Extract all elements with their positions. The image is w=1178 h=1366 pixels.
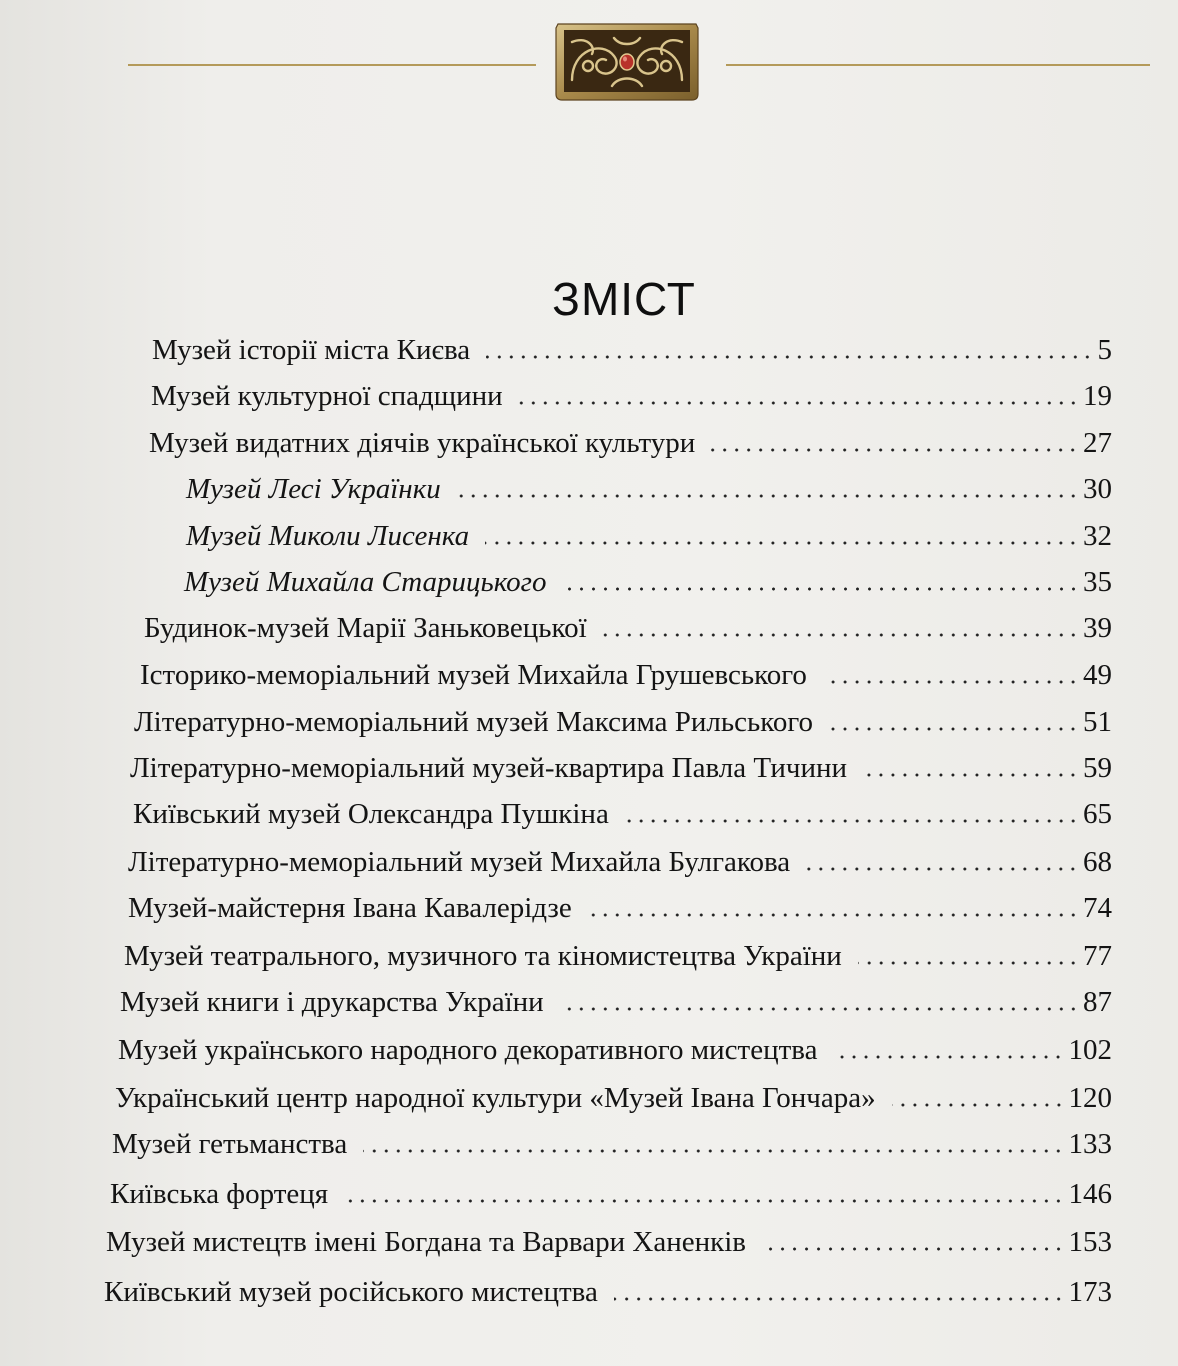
toc-leader-dots <box>588 913 1079 917</box>
toc-entry-page: 59 <box>1083 752 1112 784</box>
toc-subentry <box>186 518 1112 554</box>
toc-leader-dots <box>485 541 1079 545</box>
toc-leader-dots <box>863 773 1079 777</box>
toc-leader-dots <box>519 401 1079 405</box>
toc-entry-title: Київський музей російського мистецтва <box>104 1276 598 1308</box>
toc-entry-page: 173 <box>1068 1276 1112 1308</box>
toc-entry <box>104 1274 1112 1310</box>
toc-entry <box>130 750 1112 786</box>
toc-leader-dots <box>625 819 1079 823</box>
toc-entry-page: 68 <box>1083 846 1112 878</box>
toc-entry-title: Музей українського народного декоративного мистецтва <box>118 1034 818 1066</box>
toc-entry <box>149 425 1112 461</box>
toc-entry <box>140 657 1112 693</box>
toc-entry-title: Будинок-музей Марії Заньковецької <box>144 612 587 644</box>
toc-entry-title: Український центр народної культури «Музей Івана Гончара» <box>115 1082 876 1114</box>
toc-entry-title: Музей мистецтв імені Богдана та Варвари Ханенків <box>106 1226 746 1258</box>
toc-entry-title: Музей видатних діячів української культури <box>149 427 696 459</box>
toc-entry <box>124 938 1112 974</box>
toc-entry-page: 51 <box>1083 706 1112 738</box>
toc-leader-dots <box>823 680 1079 684</box>
toc-entry-page: 87 <box>1083 986 1112 1018</box>
toc-leader-dots <box>762 1247 1065 1251</box>
toc-entry-title: Літературно-меморіальний музей Максима Рильського <box>134 706 813 738</box>
toc-subentry <box>184 564 1112 600</box>
toc-entry <box>106 1224 1112 1260</box>
toc-entry-page: 49 <box>1083 659 1112 691</box>
toc-entry-page: 35 <box>1083 566 1112 598</box>
toc-entry <box>112 1126 1112 1162</box>
toc-leader-dots <box>563 587 1080 591</box>
toc-leader-dots <box>892 1103 1065 1107</box>
toc-entry-page: 39 <box>1083 612 1112 644</box>
toc-entry <box>144 610 1112 646</box>
toc-leader-dots <box>486 355 1093 359</box>
toc-entry <box>128 890 1112 926</box>
toc-entry-page: 120 <box>1068 1082 1112 1114</box>
toc-leader-dots <box>560 1007 1079 1011</box>
toc-entry-title: Літературно-меморіальний музей-квартира Павла Тичини <box>130 752 848 784</box>
toc-entry-title: Музей культурної спадщини <box>151 380 503 412</box>
toc-leader-dots <box>614 1297 1065 1301</box>
toc-entry <box>110 1176 1112 1212</box>
toc-entry-page: 146 <box>1068 1178 1112 1210</box>
toc-leader-dots <box>344 1199 1064 1203</box>
toc-entry <box>151 378 1112 414</box>
toc-entry-title: Музей театрального, музичного та кіномистецтва України <box>124 940 842 972</box>
toc-leader-dots <box>363 1149 1064 1153</box>
header-rule-right <box>726 64 1150 66</box>
toc-leader-dots <box>806 867 1079 871</box>
toc-leader-dots <box>829 727 1079 731</box>
toc-entry <box>133 796 1112 832</box>
toc-entry-title: Київський музей Олександра Пушкіна <box>133 798 609 830</box>
toc-entry-title: Київська фортеця <box>110 1178 329 1210</box>
toc-entry-page: 27 <box>1083 427 1112 459</box>
header-rule-left <box>128 64 536 66</box>
toc-entry <box>118 1032 1112 1068</box>
toc-entry-page: 153 <box>1068 1226 1112 1258</box>
toc-entry <box>152 332 1112 368</box>
toc-entry-page: 74 <box>1083 892 1112 924</box>
toc-entry-title: Музей гетьманства <box>112 1128 348 1160</box>
toc-entry-page: 102 <box>1068 1034 1112 1066</box>
toc-heading: ЗМІСТ <box>552 273 696 325</box>
toc-leader-dots <box>603 633 1079 637</box>
toc-entry-title: Музей книги і друкарства України <box>120 986 544 1018</box>
toc-entry-page: 133 <box>1068 1128 1112 1160</box>
toc-entry <box>128 844 1112 880</box>
toc-entry-title: Історико-меморіальний музей Михайла Грушевського <box>140 659 807 691</box>
toc-subentry <box>186 471 1112 507</box>
toc-entry <box>120 984 1112 1020</box>
toc-entry-title: Музей-майстерня Івана Кавалерідзе <box>128 892 572 924</box>
toc-entry-page: 65 <box>1083 798 1112 830</box>
toc-entry-title: Музей Миколи Лисенка <box>186 520 470 552</box>
toc-leader-dots <box>833 1055 1064 1059</box>
toc-leader-dots <box>711 448 1079 452</box>
toc-leader-dots <box>858 961 1079 965</box>
toc-entry <box>134 704 1112 740</box>
toc-entry-title: Літературно-меморіальний музей Михайла Булгакова <box>128 846 791 878</box>
toc-leader-dots <box>457 494 1079 498</box>
toc-entry-page: 32 <box>1083 520 1112 552</box>
toc-entry-page: 30 <box>1083 473 1112 505</box>
toc-entry <box>115 1080 1112 1116</box>
toc-entry-page: 77 <box>1083 940 1112 972</box>
toc-entry-title: Музей Михайла Старицького <box>184 566 547 598</box>
toc-entry-title: Музей Лесі Українки <box>186 473 441 505</box>
ornament-icon <box>552 20 702 104</box>
toc-entry-page: 5 <box>1097 334 1112 366</box>
toc-entry-title: Музей історії міста Києва <box>152 334 471 366</box>
toc-entry-page: 19 <box>1083 380 1112 412</box>
